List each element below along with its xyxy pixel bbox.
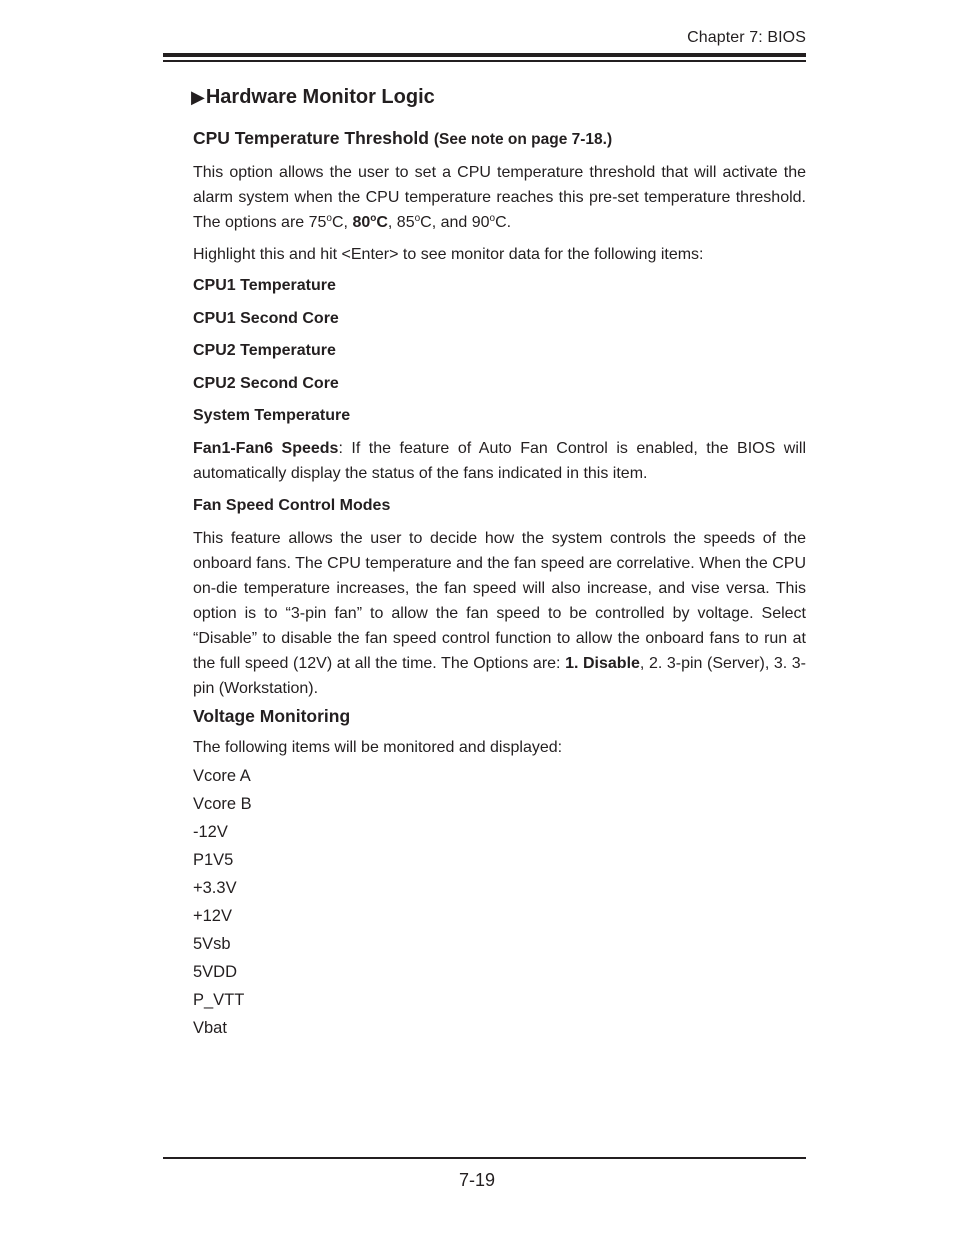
section-title	[191, 86, 804, 109]
degree-symbol: o	[489, 213, 496, 224]
monitor-intro: Highlight this and hit <Enter> to see monitor data for the following items:	[193, 246, 704, 263]
temp-item: CPU2 Second Core	[193, 375, 339, 392]
temp-item: CPU1 Second Core	[193, 310, 339, 327]
temp-item: System Temperature	[193, 407, 351, 424]
cpu-threshold-description	[193, 160, 806, 237]
fan-control-rest: , 2. 3-pin (Server), 3. 3-pin (Workstation).	[193, 655, 806, 697]
option-90: C, and 90	[420, 214, 490, 231]
cpu-threshold-note: (See note on page 7-18.)	[433, 131, 613, 148]
voltage-item: Vbat	[193, 1019, 227, 1037]
fan-speeds-paragraph	[193, 436, 806, 486]
cpu-threshold-heading	[193, 128, 806, 149]
voltage-item: -12V	[193, 823, 228, 841]
header-rule-thick	[163, 53, 806, 57]
right-triangle-icon: ▶	[191, 87, 205, 107]
voltage-item: 5Vsb	[193, 935, 231, 953]
degree-symbol: o	[326, 213, 332, 224]
voltage-title: Voltage Monitoring	[193, 706, 351, 726]
degree-symbol: o	[414, 213, 421, 224]
temp-item: CPU1 Temperature	[193, 277, 336, 294]
default-option-80: 80	[352, 214, 371, 231]
cpu-threshold-desc-text: This option allows the user to set a CPU temperature threshold that will activate the alarm system when the CPU temperature reaches this pre-set temperature threshold. The options are 75	[193, 164, 806, 231]
temp-item: CPU2 Temperature	[193, 342, 336, 359]
section-title-text: Hardware Monitor Logic	[205, 86, 435, 108]
voltage-item: Vcore A	[193, 767, 251, 785]
voltage-item: +12V	[193, 907, 232, 925]
default-option-unit: C	[376, 214, 388, 231]
footer-rule	[163, 1157, 806, 1159]
cpu-threshold-title: CPU Temperature Threshold	[193, 128, 429, 148]
fan-control-desc-text: This feature allows the user to decide how the system controls the speeds of the onboard fans. The CPU temperature and the fan speed are correlative. When the CPU on-die temperature increases, the fan speed will also increase, and vise versa. This option is to “3-pin fan” to allow the fan speed to be controlled by voltage. Select “Disable” to disable the fan speed control function to allow the onboard fans to run at the full speed (12V) at all the time. The Options are:	[193, 530, 806, 672]
voltage-item: P1V5	[193, 851, 234, 869]
chapter-header: Chapter 7: BIOS	[687, 29, 806, 46]
header-rule-thin	[163, 60, 806, 62]
unit-c-end: C.	[495, 214, 512, 231]
voltage-intro: The following items will be monitored and displayed:	[193, 739, 563, 756]
fan-control-description	[193, 526, 806, 701]
degree-symbol: o	[370, 213, 377, 224]
fan-control-title: Fan Speed Control Modes	[193, 497, 391, 514]
page-number: 7-19	[458, 1170, 496, 1190]
fan-speeds-desc: : If the feature of Auto Fan Control is enabled, the BIOS will automatically display the status of the fans indicated in this item.	[193, 440, 806, 482]
fan-speeds-label: Fan1-Fan6 Speeds	[193, 440, 339, 457]
voltage-item: P_VTT	[193, 991, 245, 1009]
voltage-item: Vcore B	[193, 795, 252, 813]
voltage-item: 5VDD	[193, 963, 238, 981]
fan-control-default-option: 1. Disable	[565, 655, 640, 672]
option-85: , 85	[387, 214, 415, 231]
voltage-item: +3.3V	[193, 879, 237, 897]
unit-c: C,	[331, 214, 353, 231]
